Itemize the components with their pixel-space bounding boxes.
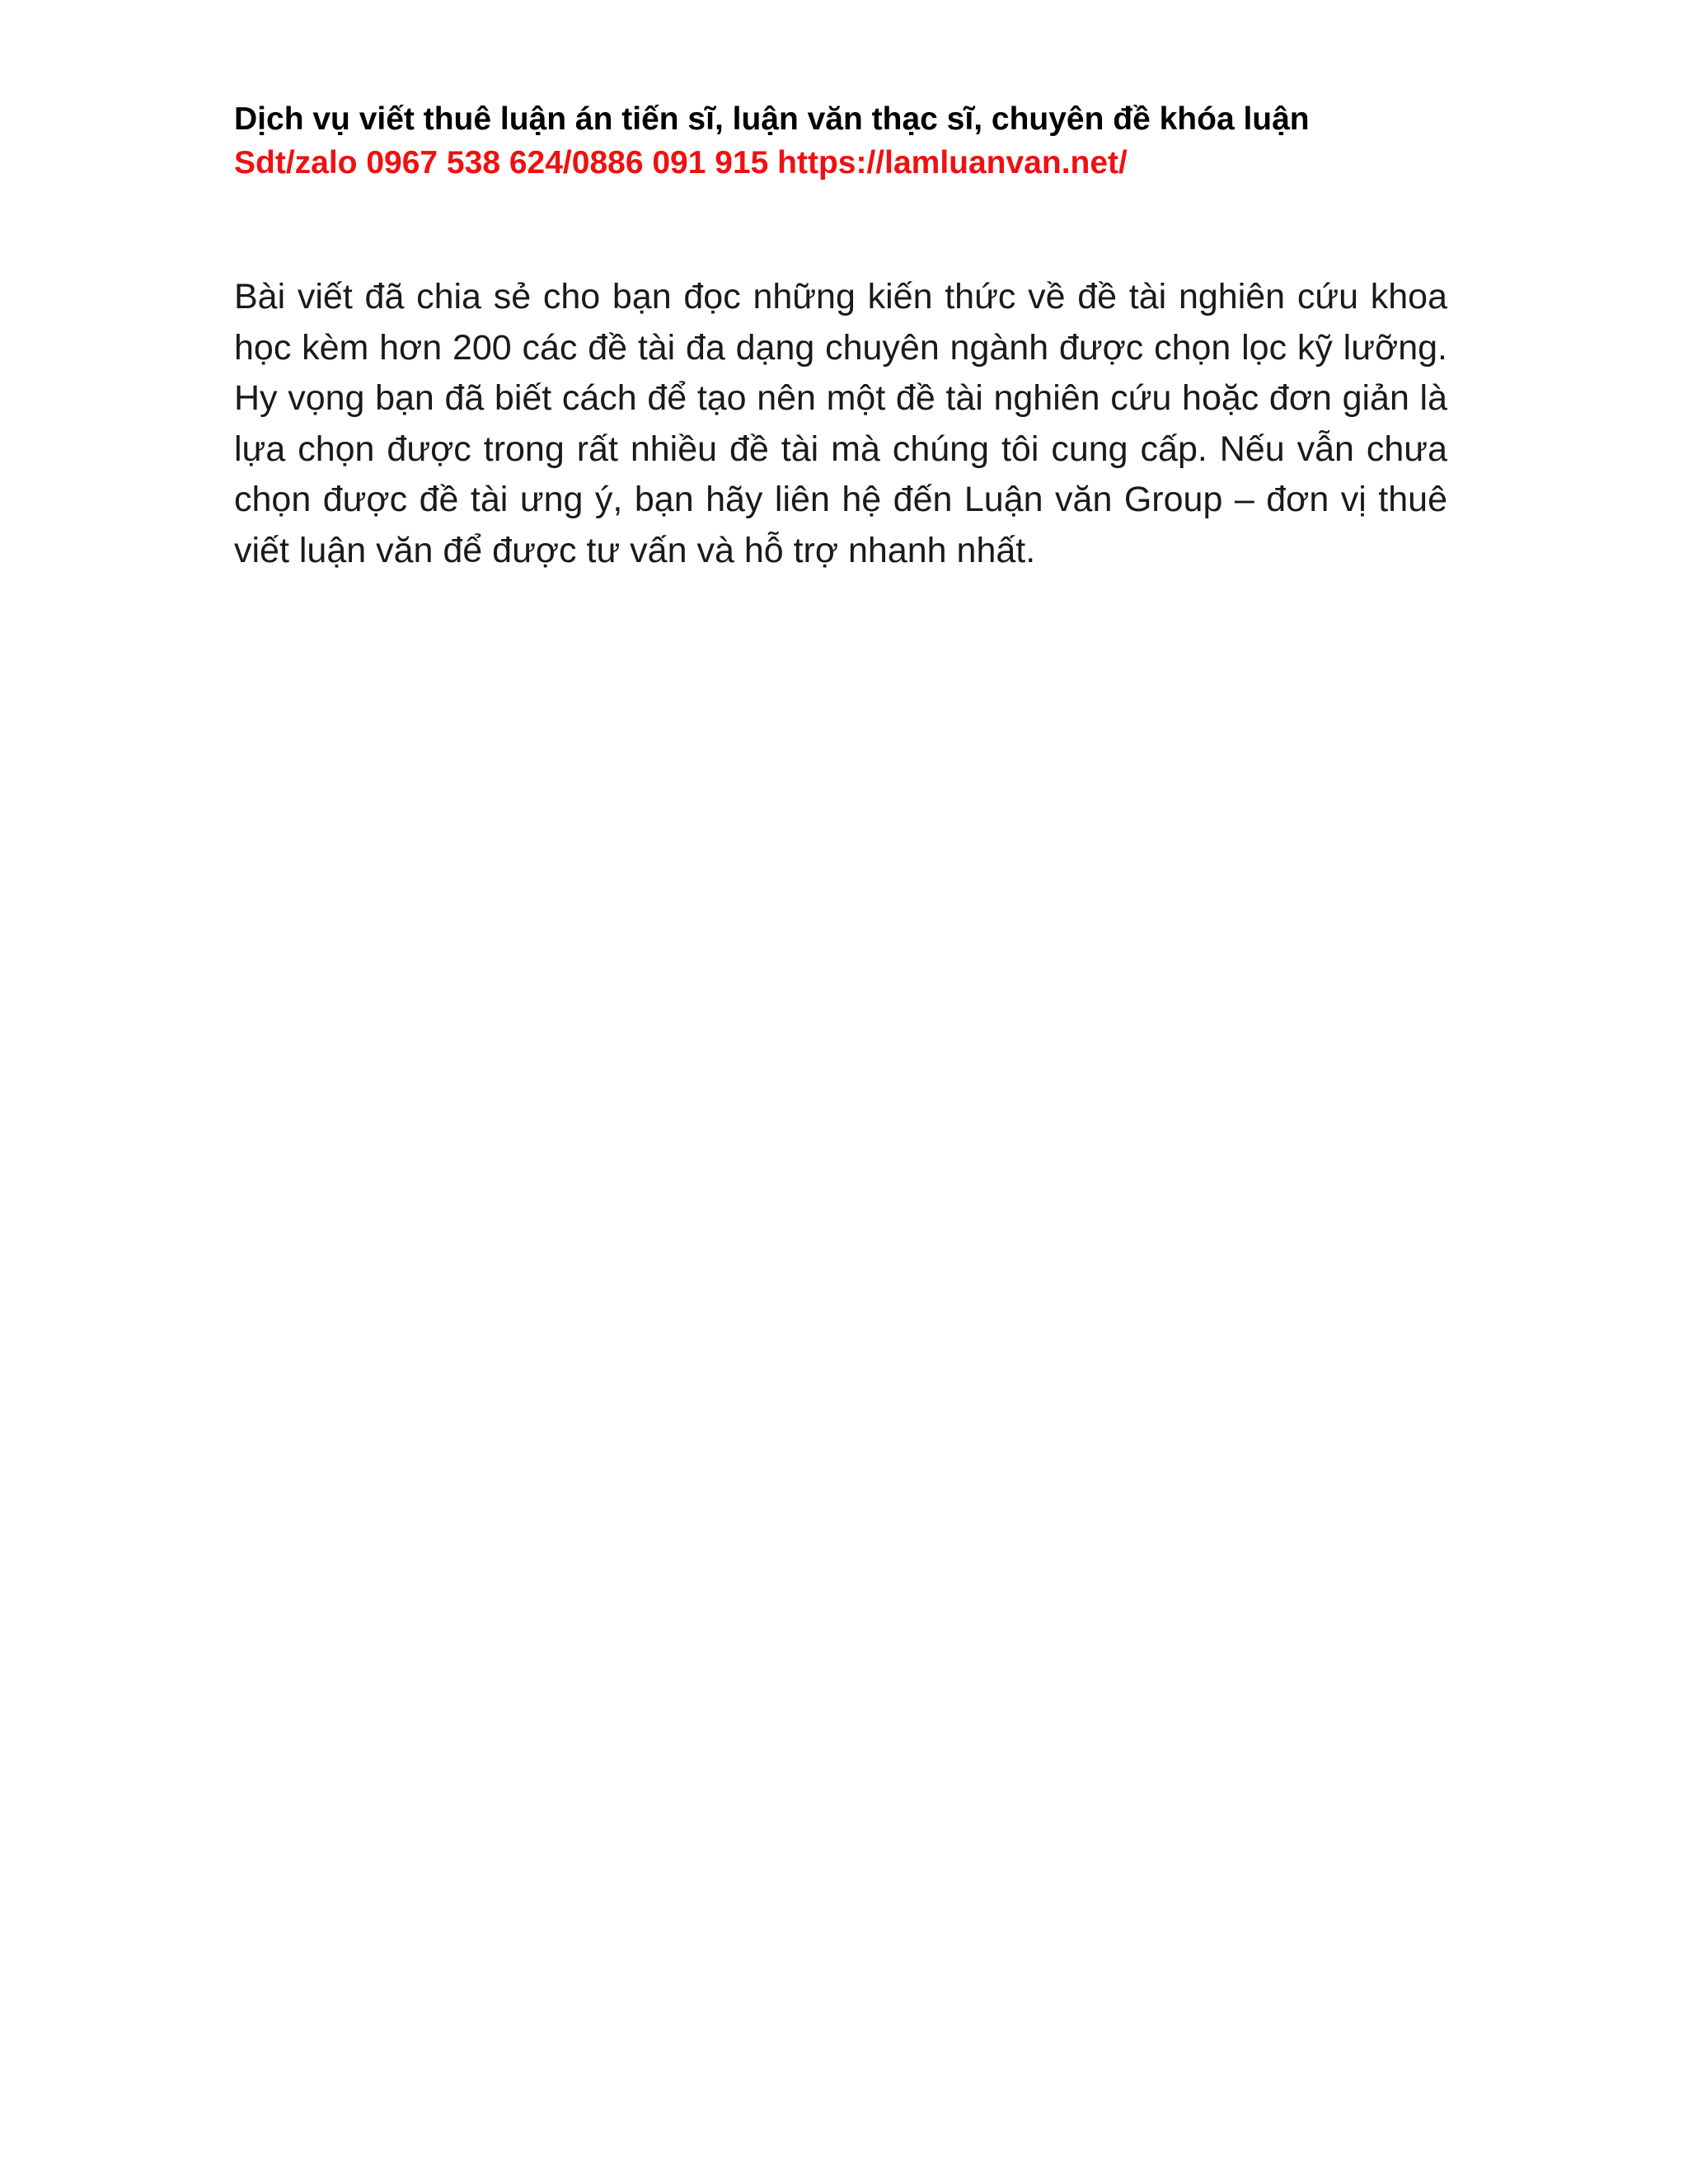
service-title: Dịch vụ viết thuê luận án tiến sĩ, luận văn thạc sĩ, chuyên đề khóa luận <box>234 101 1310 137</box>
body-paragraph: Bài viết đã chia sẻ cho bạn đọc những kiến thức về đề tài nghiên cứu khoa học kèm hơn 200 các đề tài đa dạng chuyên ngành được chọn lọc kỹ lưỡng. Hy vọng bạn đã biết cách để tạo nên một đề tài nghiên cứu hoặc đơn giản là lựa chọn được trong rất nhiều đề tài mà chúng tôi cung cấp. Nếu vẫn chưa chọn được đề tài ưng ý, bạn hãy liên hệ đến Luận văn Group – đơn vị thuê viết luận văn để được tư vấn và hỗ trợ nhanh nhất. <box>234 277 1447 570</box>
page-header <box>234 97 1470 185</box>
contact-info: Sdt/zalo 0967 538 624/0886 091 915 https://lamluanvan.net/ <box>234 145 1128 180</box>
